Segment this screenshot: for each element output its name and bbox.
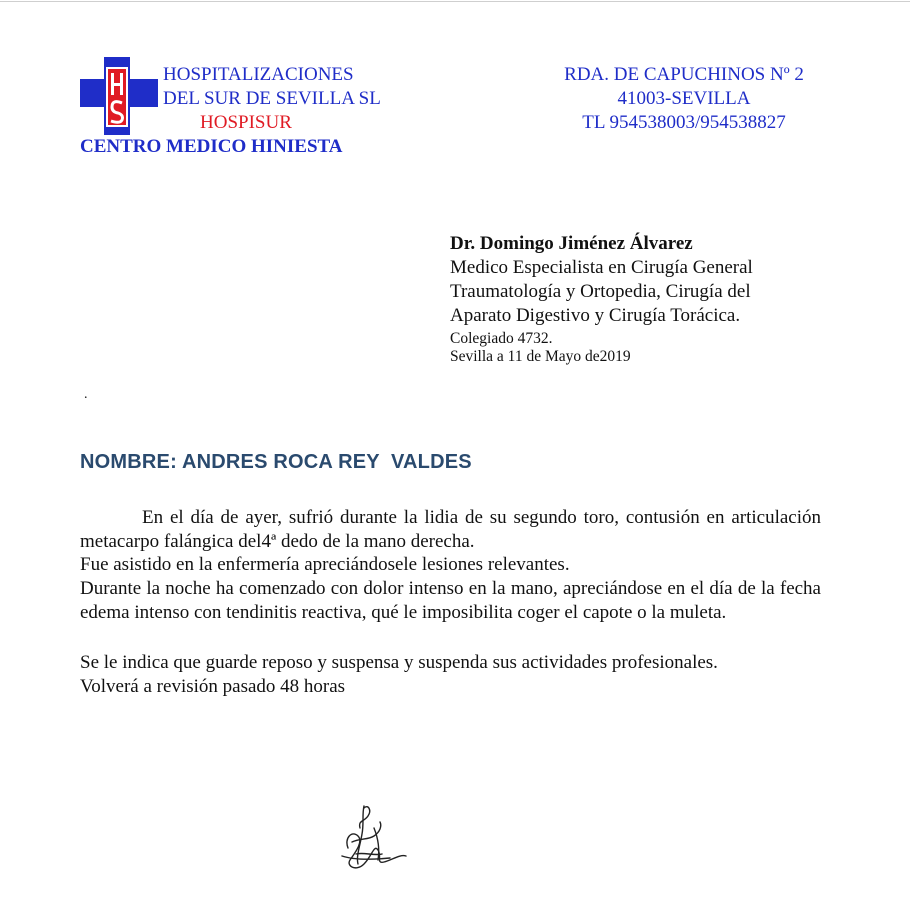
doctor-specialty-line1: Medico Especialista en Cirugía General	[450, 257, 753, 278]
report-paragraph-3: Durante la noche ha comenzado con dolor intenso en la mano, apreciándose en el día de la fecha edema intenso con tendinitis reactiva, qué le imposibilita coger el capote o la muleta.	[80, 578, 821, 623]
report-paragraph-4: Se le indica que guarde reposo y suspensa y suspenda sus actividades profesionales.	[80, 652, 718, 673]
patient-name-heading: NOMBRE: ANDRES ROCA REY VALDES	[80, 451, 472, 473]
hospital-name-line1: HOSPITALIZACIONES	[163, 64, 354, 85]
doctor-name: Dr. Domingo Jiménez Álvarez	[450, 233, 693, 254]
stray-mark: .	[84, 387, 88, 402]
doctor-signature	[334, 798, 418, 878]
document-date: Sevilla a 11 de Mayo de2019	[450, 348, 631, 365]
top-border-line	[0, 1, 910, 2]
address-street: RDA. DE CAPUCHINOS Nº 2	[564, 64, 804, 85]
address-phone: TL 954538003/954538827	[582, 112, 786, 133]
hospital-name-line2: DEL SUR DE SEVILLA SL	[163, 88, 381, 109]
doctor-registration: Colegiado 4732.	[450, 330, 553, 347]
report-paragraph-2: Fue asistido en la enfermería apreciándosele lesiones relevantes.	[80, 554, 570, 575]
report-paragraph-5: Volverá a revisión pasado 48 horas	[80, 676, 346, 697]
hospital-brand: HOSPISUR	[200, 112, 292, 133]
doctor-specialty-line3: Aparato Digestivo y Cirugía Torácica.	[450, 305, 741, 326]
doctor-specialty-line2: Traumatología y Ortopedia, Cirugía del	[450, 281, 751, 302]
address-city: 41003-SEVILLA	[617, 88, 751, 109]
report-paragraph-1: En el día de ayer, sufrió durante la lidia de su segundo toro, contusión en articulación metacarpo falángica del4ª dedo de la mano derecha.	[80, 507, 821, 552]
center-name: CENTRO MEDICO HINIESTA	[80, 136, 343, 157]
hospital-cross-logo-icon	[80, 57, 158, 135]
